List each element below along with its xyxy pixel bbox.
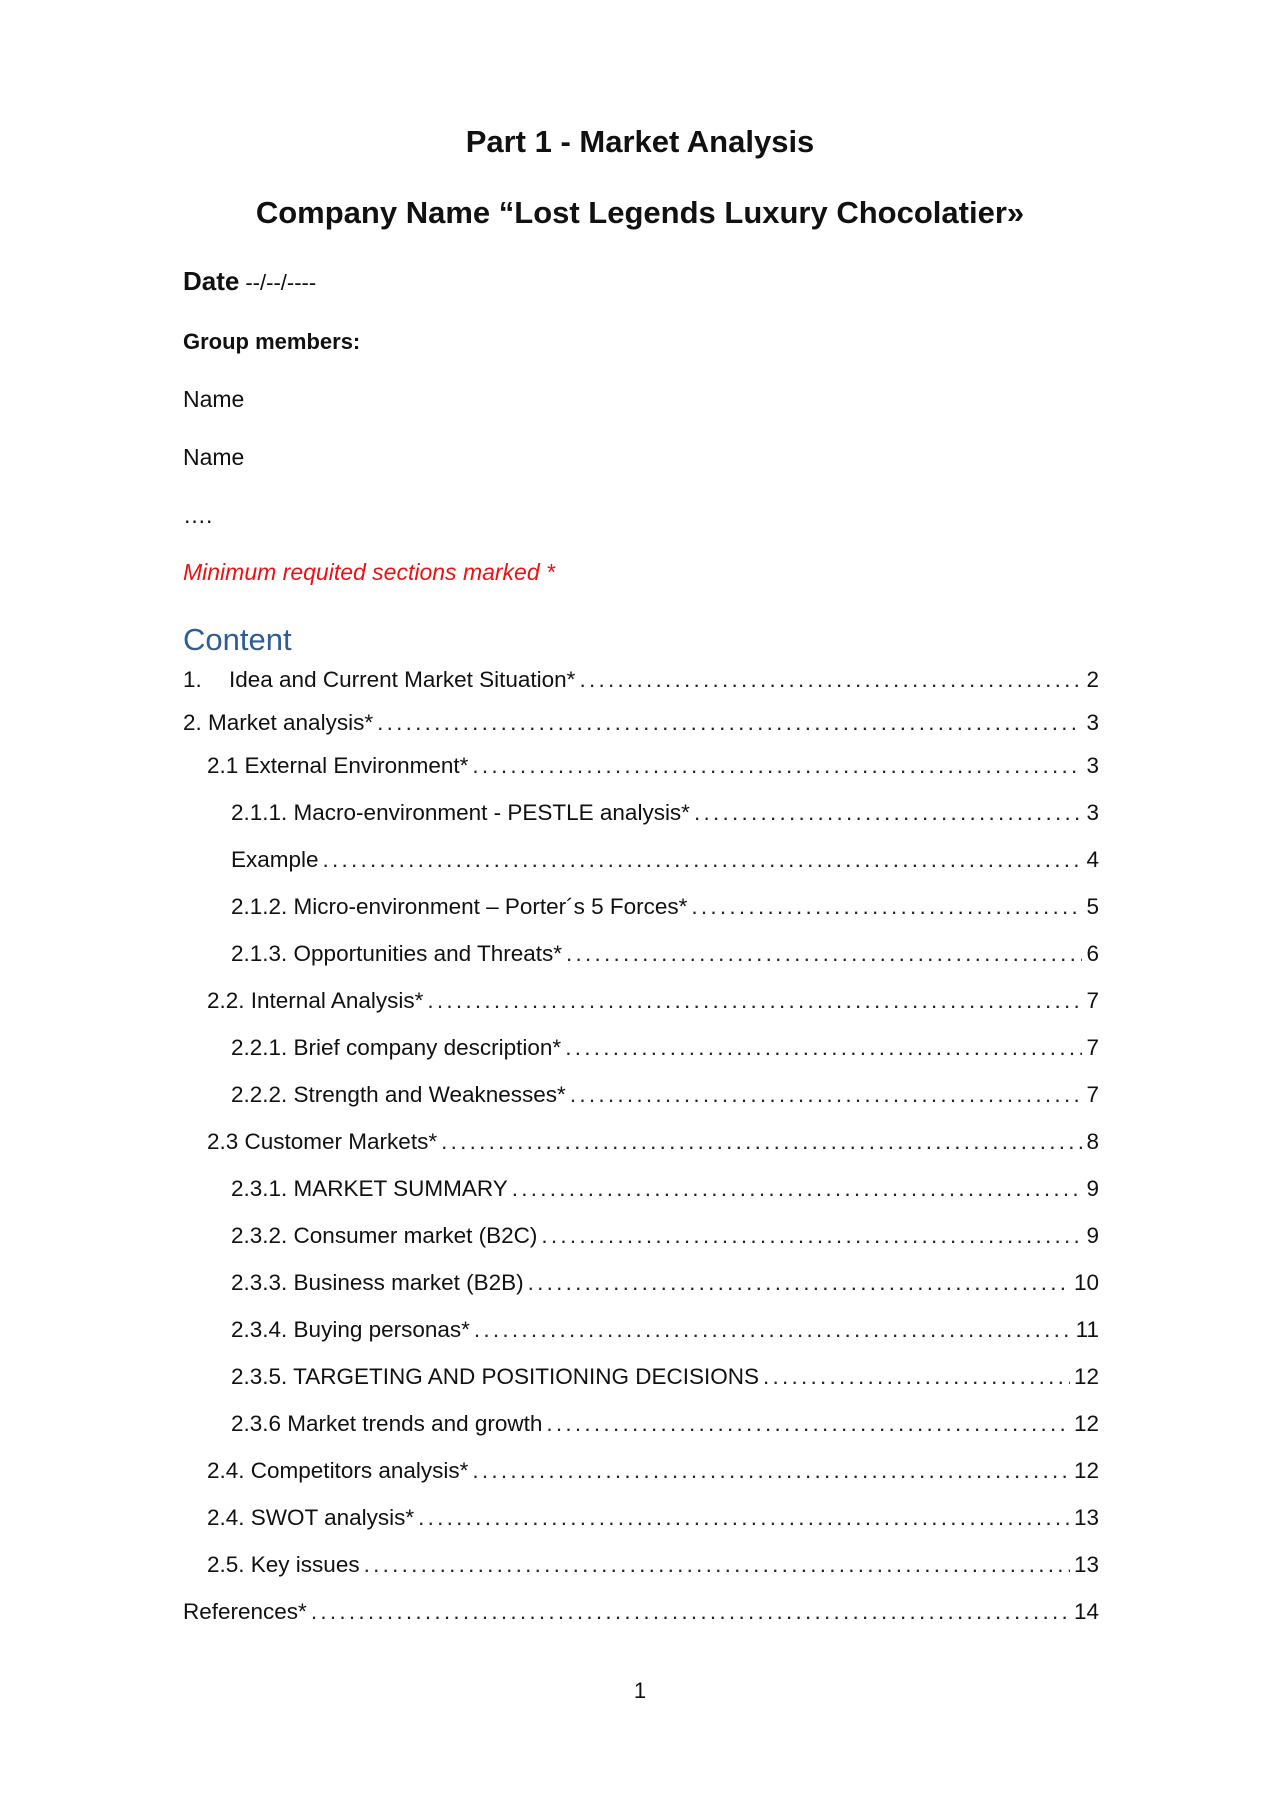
toc-entry[interactable]: [231, 1317, 1099, 1343]
toc-entry-label: 2.3.3. Business market (B2B): [231, 1270, 524, 1295]
toc-leader: [570, 1082, 1083, 1108]
toc-leader: [565, 1035, 1082, 1061]
toc-entry-page: 8: [1086, 1129, 1099, 1154]
toc-leader: [418, 1505, 1070, 1531]
toc-entry[interactable]: [231, 1223, 1099, 1249]
toc-leader: [541, 1223, 1082, 1249]
toc-entry-page: 13: [1073, 1552, 1099, 1577]
toc-entry[interactable]: [183, 667, 1099, 693]
toc-leader: [311, 1599, 1070, 1625]
toc-leader: [528, 1270, 1070, 1296]
toc-leader: [472, 1458, 1070, 1484]
toc-entry-page: 3: [1086, 753, 1099, 778]
toc-leader: [763, 1364, 1070, 1390]
date-line: [183, 266, 316, 297]
toc-entry-page: 12: [1073, 1364, 1099, 1389]
toc-entry-page: 9: [1086, 1223, 1099, 1248]
toc-entry-label: 2.1 External Environment*: [207, 753, 469, 778]
toc-entry[interactable]: [231, 1411, 1099, 1437]
toc-entry-label: 2.5. Key issues: [207, 1552, 360, 1577]
toc-leader: [566, 941, 1082, 967]
toc-entry-label: 2.1.3. Opportunities and Threats*: [231, 941, 563, 966]
toc-entry-label: 2.3.5. TARGETING AND POSITIONING DECISIONS: [231, 1364, 760, 1389]
group-members-label: Group members:: [183, 329, 361, 354]
toc-entry[interactable]: [231, 1035, 1099, 1061]
toc-entry-label: 2.2. Internal Analysis*: [207, 988, 424, 1013]
toc-entry-label: References*: [183, 1599, 307, 1624]
page-number: 1: [633, 1678, 647, 1703]
date-value: --/--/----: [245, 270, 317, 295]
toc-entry[interactable]: [231, 1082, 1099, 1108]
group-member-ellipsis: ….: [183, 502, 213, 528]
toc-entry-label: 2. Market analysis*: [183, 710, 374, 735]
company-name: Company Name “Lost Legends Luxury Chocolatier»: [255, 195, 1025, 230]
toc-heading: Content: [183, 622, 292, 657]
toc-entry-page: 7: [1086, 988, 1099, 1013]
toc-entry-page: 14: [1073, 1599, 1099, 1624]
toc-entry-label: 2.3.2. Consumer market (B2C): [231, 1223, 538, 1248]
group-member-name: Name: [183, 386, 245, 412]
toc-entry[interactable]: [231, 800, 1099, 826]
toc-entry[interactable]: [207, 1552, 1099, 1578]
toc-leader: [441, 1129, 1082, 1155]
toc-entry-page: 3: [1086, 710, 1099, 735]
toc-entry-label: 2.3 Customer Markets*: [207, 1129, 438, 1154]
toc-entry-page: 11: [1075, 1317, 1099, 1342]
date-label: Date: [183, 266, 240, 296]
toc-leader: [691, 894, 1082, 920]
toc-leader: [377, 710, 1082, 736]
toc-leader: [579, 667, 1082, 693]
toc-entry[interactable]: [183, 1599, 1099, 1625]
toc-leader: [472, 753, 1082, 779]
group-member-name: Name: [183, 444, 245, 470]
toc-entry-page: 2: [1086, 667, 1099, 692]
toc-entry[interactable]: [207, 753, 1099, 779]
toc-entry-page: 10: [1073, 1270, 1099, 1295]
toc-entry-page: 12: [1073, 1411, 1099, 1436]
toc-entry[interactable]: [207, 1458, 1099, 1484]
toc-entry-label: 2.3.6 Market trends and growth: [231, 1411, 543, 1436]
toc-leader: [323, 847, 1083, 873]
toc-entry[interactable]: [231, 1270, 1099, 1296]
toc-entry-page: 7: [1086, 1082, 1099, 1107]
toc-leader: [694, 800, 1083, 826]
toc-entry-number: 1.: [183, 667, 202, 692]
toc-leader: [474, 1317, 1072, 1343]
toc-entry[interactable]: [207, 1505, 1099, 1531]
toc-entry-page: 5: [1086, 894, 1099, 919]
document-title: Part 1 - Market Analysis: [465, 124, 815, 159]
toc-entry-label: 2.2.2. Strength and Weaknesses*: [231, 1082, 566, 1107]
toc-entry-label: 2.2.1. Brief company description*: [231, 1035, 562, 1060]
toc-entry[interactable]: [231, 941, 1099, 967]
toc-entry-page: 6: [1086, 941, 1099, 966]
toc-entry[interactable]: [231, 894, 1099, 920]
toc-entry-page: 9: [1086, 1176, 1099, 1201]
toc-leader: [546, 1411, 1070, 1437]
required-sections-note: Minimum requited sections marked *: [183, 559, 555, 585]
toc-entry-label: 2.1.2. Micro-environment – Porter´s 5 Forces*: [231, 894, 688, 919]
toc-entry[interactable]: [207, 988, 1099, 1014]
toc-entry[interactable]: [231, 1176, 1099, 1202]
toc-entry-label: 2.1.1. Macro-environment - PESTLE analysis*: [231, 800, 690, 825]
toc-entry-label: 2.3.4. Buying personas*: [231, 1317, 470, 1342]
toc-entry[interactable]: [207, 1129, 1099, 1155]
toc-entry-page: 12: [1073, 1458, 1099, 1483]
toc-entry-label: 2.4. Competitors analysis*: [207, 1458, 469, 1483]
toc-entry-page: 7: [1086, 1035, 1099, 1060]
toc-entry[interactable]: [231, 1364, 1099, 1390]
toc-entry[interactable]: [231, 847, 1099, 873]
toc-leader: [512, 1176, 1083, 1202]
toc-leader: [427, 988, 1082, 1014]
toc-entry-page: 4: [1086, 847, 1099, 872]
toc-entry-label: Example: [231, 847, 319, 872]
toc-entry[interactable]: [183, 710, 1099, 736]
toc-entry-label: 2.3.1. MARKET SUMMARY: [231, 1176, 508, 1201]
toc-entry-label: 2.4. SWOT analysis*: [207, 1505, 415, 1530]
toc-entry-label: Idea and Current Market Situation*: [229, 667, 576, 692]
toc-entry-page: 3: [1086, 800, 1099, 825]
toc-entry-page: 13: [1073, 1505, 1099, 1530]
toc-leader: [364, 1552, 1070, 1578]
